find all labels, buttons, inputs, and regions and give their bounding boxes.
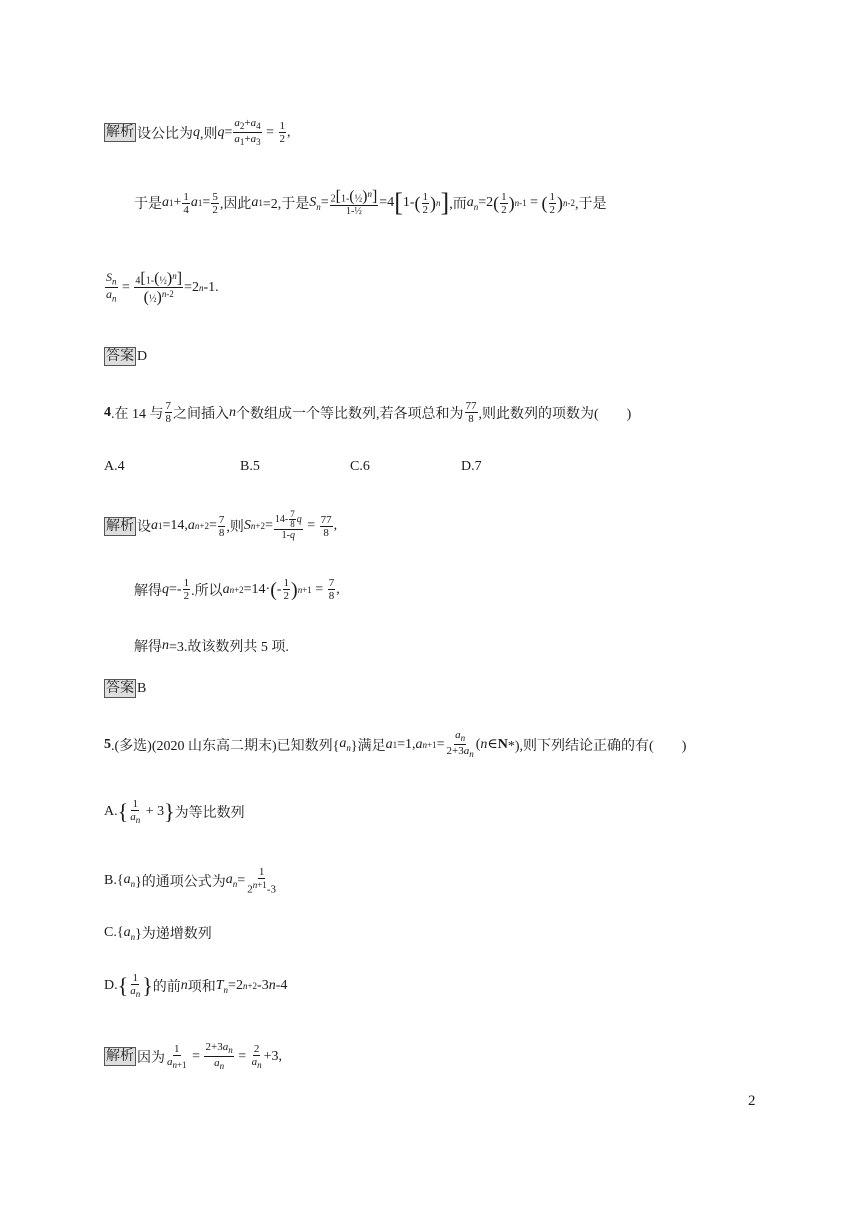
- option-b: B.5: [240, 459, 260, 474]
- page-number: 2: [748, 1093, 756, 1109]
- q5-analysis: 解析 因为 $\frac{1}{a_{n+1}}$ = $\frac{2+3a_n}{a_n}$ = $\frac{2}{a_n}$ +3,: [106, 1041, 283, 1072]
- option-d: D.7: [461, 459, 482, 474]
- q4-analysis-line3: 解得 n =3.故该数列共 5 项.: [134, 638, 289, 655]
- option-a: A.4: [104, 459, 125, 474]
- sum-fraction: $\frac{2[1-(\frac{1}{2})^n]}{\text{1-½}}$: [330, 188, 378, 218]
- q5-stem: 5 .(多选)(2020 山东高二期末)已知数列{ $a_n$ }满足 a 1 =1, a n+1 = $\frac{a_n}{2+3a_n}$ ( n ∈ N *),则下列结论正确的有( ): [104, 729, 687, 760]
- analysis-label: 解析: [106, 1049, 134, 1065]
- fraction: $\frac{a_2+a_4}{a_1+a_3}$: [234, 117, 261, 148]
- analysis-label: 解析: [106, 518, 134, 534]
- answer-label: 答案: [106, 349, 134, 364]
- q3-analysis-line3: $\frac{S_n}{a_n}$ = $\frac{4[1-(\frac{1}{2})^n]}{(\frac{1}{2})^{n-2}}$ =2 n -1.: [106, 269, 219, 306]
- q3-answer: 答案 D: [106, 348, 148, 364]
- q5-option-b: B.{ $a_n$ }的通项公式为 $a_n$ = $\frac{1}{2^{n+1}-3}$: [104, 866, 276, 896]
- q4-analysis-line2: 解得 q =- $\frac{1}{2}$ .所以 a n+2 =14· ( - $\frac{1}{2}$ ) n+1 = $\frac{7}{8}$ ,: [134, 577, 340, 602]
- analysis-label: 解析: [106, 125, 134, 141]
- q3-analysis-line1: 解析 设公比为 q ,则 q = $\frac{a_2+a_4}{a_1+a_3}$ = $\frac{1}{2}$ ,: [106, 117, 291, 148]
- answer-label: 答案: [106, 681, 134, 696]
- q3-analysis-line2: 于是 a 1 + $\frac{1}{4}$ a 1 = $\frac{5}{2}$ ,因此 a 1 =2,于是 $S_n$ = $\frac{2[1-(\frac{1}{2})^n]}{\text{1-½}}$ =4 [ 1- ( $\frac{1}{2}$ ) n ] ,而 $a_n$ =2 ( $\frac{1}{2}$ ) n-1 = ( $\frac{1}{2}$ ) n-2 ,于是: [134, 188, 607, 218]
- q4-analysis-line1: 解析 设 a 1 =14, a n+2 = $\frac{7}{8}$ ,则 S n+2 = 14- $\frac{7}{8}$ q 1-q = $\frac{77}{8}$ ,: [106, 509, 338, 541]
- q4-answer: 答案 B: [106, 680, 147, 696]
- option-c: C.6: [350, 459, 370, 474]
- q5-option-a: A. { $\frac{1}{a_n}$ + 3 } 为等比数列: [104, 798, 245, 826]
- fraction: $\frac{1}{2}$: [279, 120, 286, 146]
- q5-option-d: D. { $\frac{1}{a_n}$ } 的前 n 项和 $T_n$ =2 n+2 -3 n -4: [104, 972, 288, 1000]
- q4-stem: 4 .在 14 与 $\frac{7}{8}$ 之间插入 n 个数组成一个等比数列,若各项总和为 $\frac{77}{8}$ ,则此数列的项数为( ): [104, 400, 632, 425]
- q5-option-c: C.{ $a_n$ }为递增数列: [104, 924, 212, 942]
